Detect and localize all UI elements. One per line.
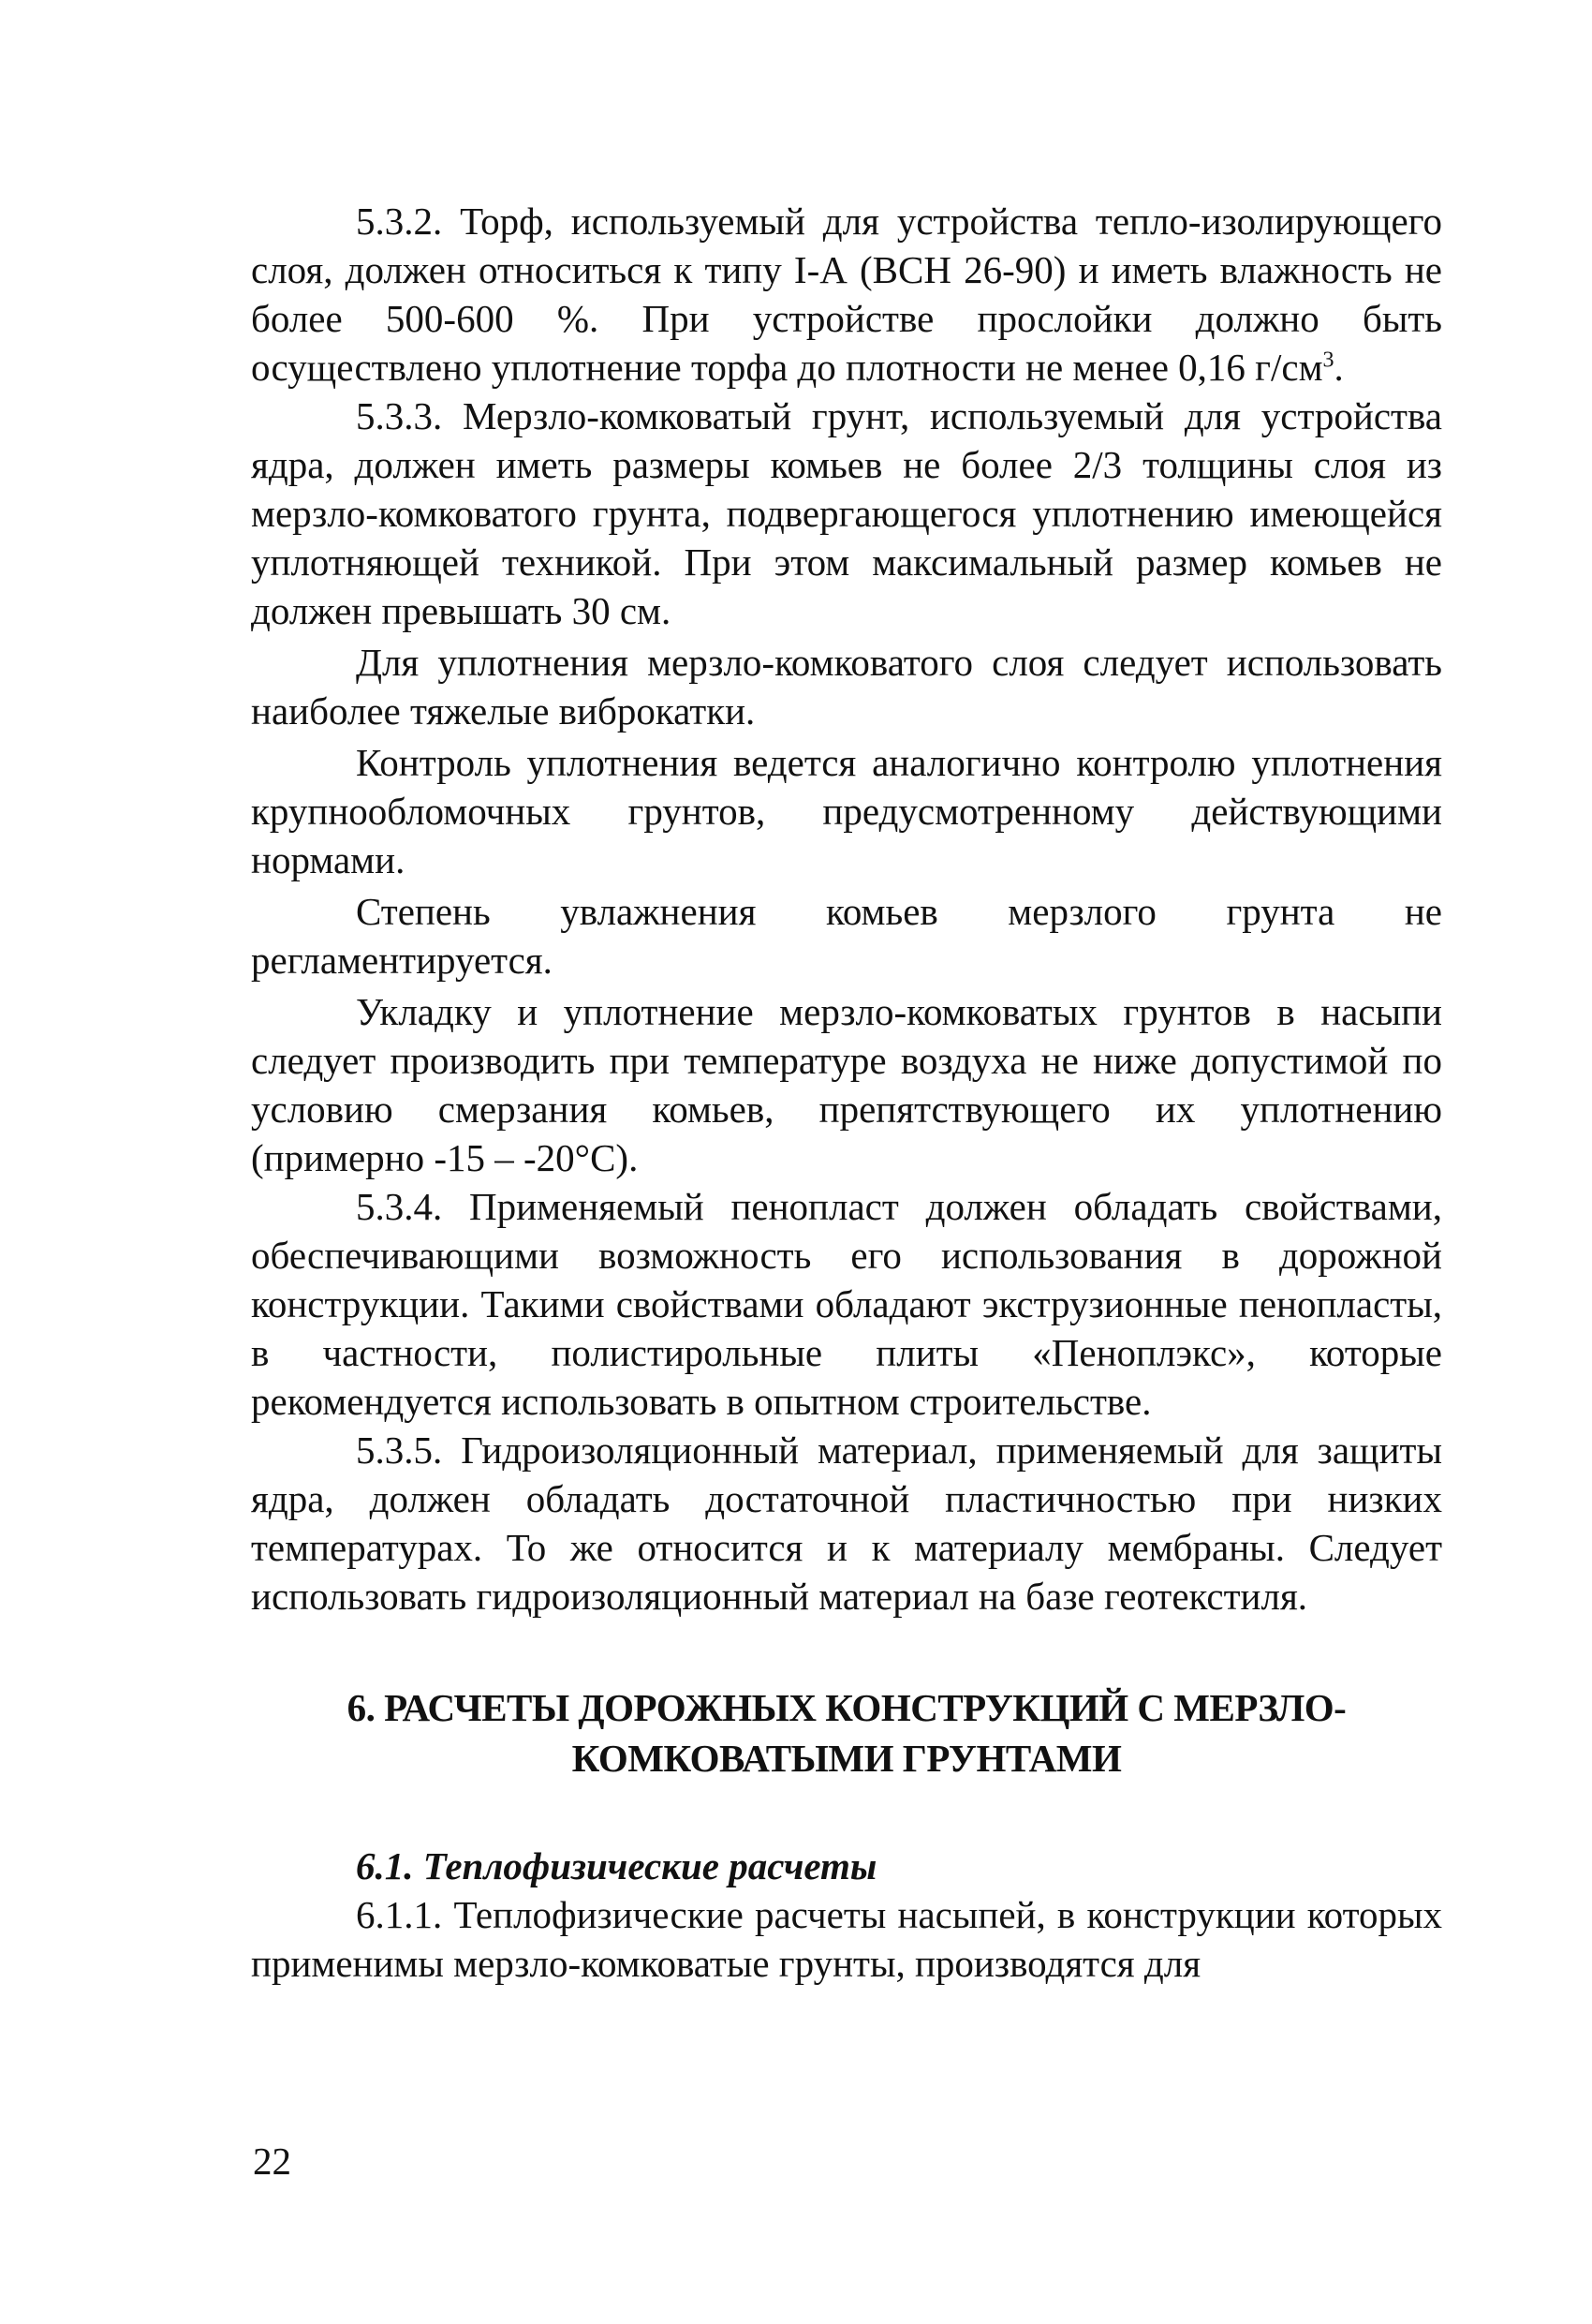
paragraph-5-3-2 (251, 197, 1442, 392)
paragraph-5-3-5: 5.3.5. Гидроизоляционный материал, применяемый для защиты ядра, должен обладать достаточной пластичностью при низких температурах. То же относится и к материалу мембраны. Следует использовать гидроизоляционный материал на базе геотекстиля. (251, 1428, 1442, 1618)
section-6-heading (251, 1682, 1442, 1784)
paragraph-5-3-4: 5.3.4. Применяемый пенопласт должен обладать свойствами, обеспечивающими возможность его использования в дорожной конструкции. Такими свойствами обладают экструзионные пенопласты, в частности, полистирольные плиты «Пеноплэкс», которые рекомендуется использовать в опытном строительстве. (251, 1185, 1442, 1423)
paragraph-control: Контроль уплотнения ведется аналогично контролю уплотнения крупнообломочных грунтов, предусмотренному действующими нормами. (251, 741, 1442, 881)
paragraph-compaction: Для уплотнения мерзло-комковатого слоя следует использовать наиболее тяжелые виброкатки. (251, 641, 1442, 733)
paragraph-laying: Укладку и уплотнение мерзло-комковатых грунтов в насыпи следует производить при температуре воздуха не ниже допустимой по условию смерзания комьев, препятствующего их уплотнению (примерно -15 – -20°С). (251, 990, 1442, 1179)
page-number: 22 (253, 2139, 291, 2183)
section-6-heading-line2: КОМКОВАТЫМИ ГРУНТАМИ (571, 1737, 1122, 1780)
subsection-6-1-heading: 6.1. Теплофизические расчеты (356, 1844, 877, 1887)
paragraph-5-3-3: 5.3.3. Мерзло-комковатый грунт, используемый для устройства ядра, должен иметь размеры комьев не более 2/3 толщины слоя из мерзло-комковатого грунта, подвергающегося уплотнению имеющейся уплотняющей техникой. При этом максимальный размер комьев не должен превышать 30 см. (251, 394, 1442, 632)
superscript-3: 3 (1322, 348, 1334, 373)
paragraph-5-3-2-end: . (1334, 346, 1344, 389)
document-page (251, 197, 1442, 1988)
paragraph-6-1-1: 6.1.1. Теплофизические расчеты насыпей, в конструкции которых применимы мерзло-комковатые грунты, производятся для (251, 1893, 1442, 1985)
paragraph-5-3-2-text: 5.3.2. Торф, используемый для устройства тепло-изолирующего слоя, должен относиться к типу I-А (ВСН 26-90) и иметь влажность не более 500-600 %. При устройстве прослойки должно быть осуществлено уплотнение торфа до плотности не менее 0,16 г/см (251, 200, 1442, 389)
paragraph-moisture: Степень увлажнения комьев мерзлого грунта не регламентируется. (251, 890, 1442, 982)
section-6-heading-line1: 6. РАСЧЕТЫ ДОРОЖНЫХ КОНСТРУКЦИЙ С МЕРЗЛО- (346, 1686, 1347, 1729)
